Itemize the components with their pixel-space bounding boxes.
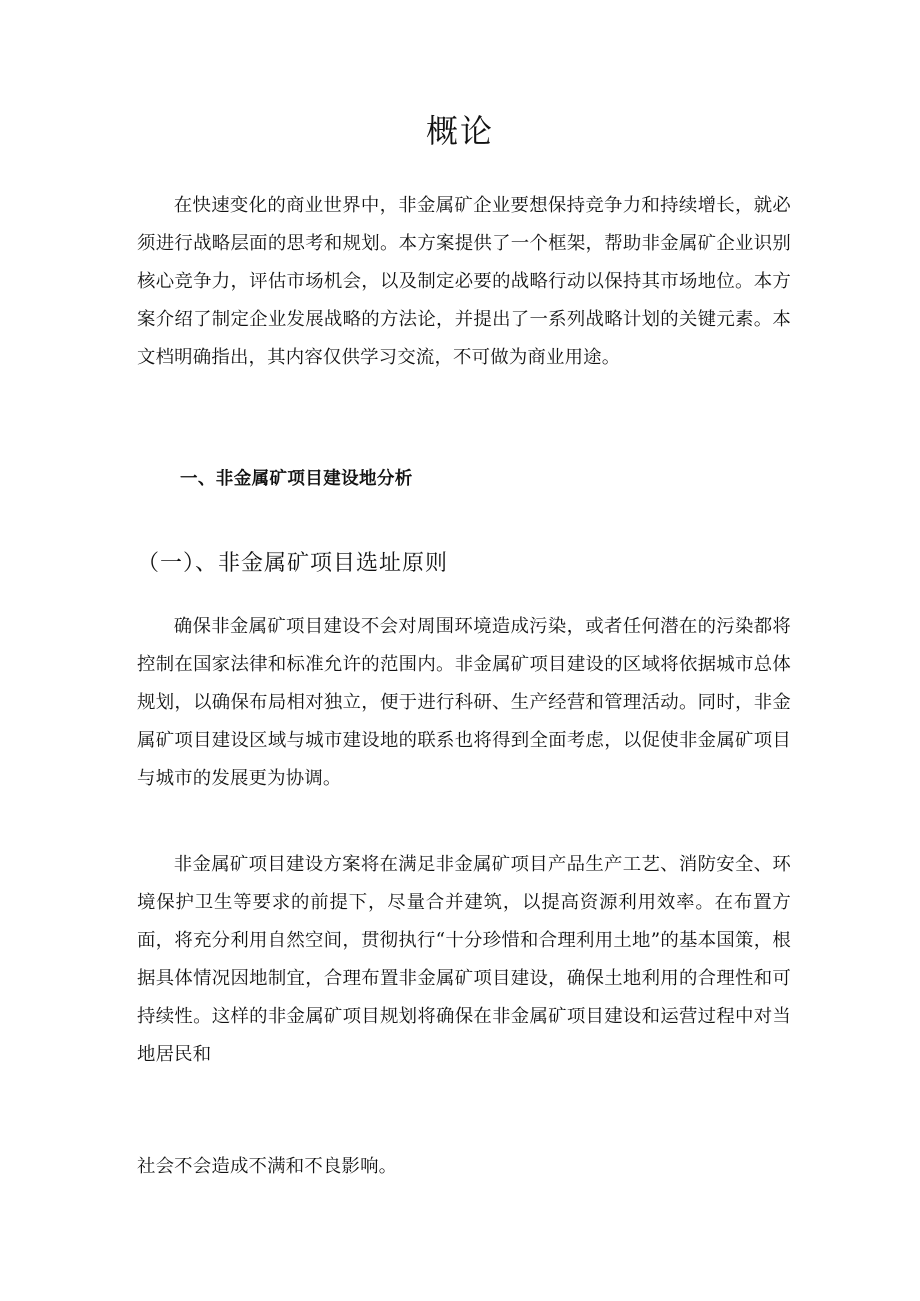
body-paragraph: 非金属矿项目建设方案将在满足非金属矿项目产品生产工艺、消防安全、环境保护卫生等要求的前提下，尽量合并建筑，以提高资源利用效率。在布置方面，将充分利用自然空间，贯彻执行“十分珍惜和合理利用土地”的基本国策，根据具体情况因地制宜，合理布置非金属矿项目建设，确保土地利用的合理性和可持续性。这样的非金属矿项目规划将确保在非金属矿项目建设和运营过程中对当地居民和 <box>137 854 791 1065</box>
section-heading: 一、非金属矿项目建设地分析 <box>180 469 413 489</box>
continuation-line: 社会不会造成不满和不良影响。 <box>137 1156 398 1177</box>
intro-paragraph: 在快速变化的商业世界中，非金属矿企业要想保持竞争力和持续增长，就必须进行战略层面的思考和规划。本方案提供了一个框架，帮助非金属矿企业识别核心竞争力，评估市场机会，以及制定必要的战略行动以保持其市场地位。本方案介绍了制定企业发展战略的方法论，并提出了一系列战略计划的关键元素。本文档明确指出，其内容仅供学习交流，不可做为商业用途。 <box>137 195 791 368</box>
body-paragraph: 确保非金属矿项目建设不会对周围环境造成污染，或者任何潜在的污染都将控制在国家法律和标准允许的范围内。非金属矿项目建设的区域将依据城市总体规划，以确保布局相对独立，便于进行科研、生产经营和管理活动。同时，非金属矿项目建设区域与城市建设地的联系也将得到全面考虑，以促使非金属矿项目与城市的发展更为协调。 <box>137 616 791 789</box>
page-title: 概论 <box>425 112 494 150</box>
subsection-heading: （一）、非金属矿项目选址原则 <box>137 551 449 576</box>
